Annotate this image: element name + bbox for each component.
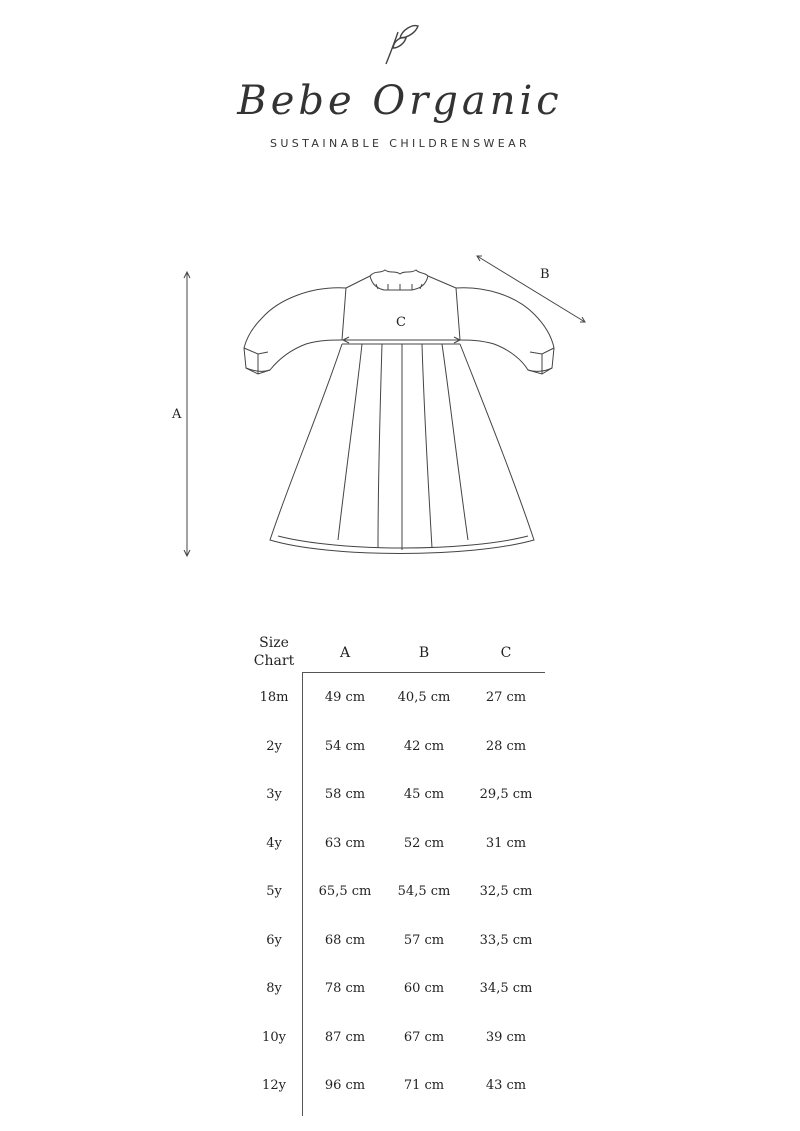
dress-diagram (150, 240, 610, 580)
row-c-cell: 34,5 cm (479, 981, 533, 996)
row-b-cell: 40,5 cm (397, 690, 451, 705)
size-chart-header-line2: Chart (253, 653, 295, 669)
row-b-cell: 42 cm (403, 738, 445, 754)
row-b-cell: 71 cm (403, 1078, 445, 1093)
row-a-cell: 96 cm (324, 1078, 366, 1093)
dimension-b-label: B (540, 267, 550, 282)
row-a-cell: 54 cm (324, 738, 366, 754)
dimension-a-label: A (172, 407, 182, 422)
dimension-b-line (477, 256, 585, 322)
size-chart-header-line1: Size (259, 635, 289, 651)
row-b-cell: 52 cm (403, 835, 445, 851)
table-horizontal-rule (302, 672, 545, 673)
row-a-cell: 87 cm (324, 1029, 366, 1045)
row-b-cell: 67 cm (403, 1029, 445, 1045)
row-size-cell: 8y (266, 981, 282, 996)
row-a-cell: 49 cm (324, 690, 366, 705)
row-a-cell: 58 cm (324, 787, 366, 802)
row-c-cell: 31 cm (485, 835, 527, 851)
bodice (342, 276, 460, 340)
row-c-cell: 32,5 cm (479, 884, 533, 899)
row-c-cell: 43 cm (485, 1078, 527, 1093)
row-a-cell: 68 cm (324, 932, 366, 948)
row-c-cell: 39 cm (485, 1029, 527, 1045)
row-size-cell: 10y (262, 1029, 286, 1045)
left-sleeve (244, 288, 346, 372)
row-a-cell: 78 cm (324, 981, 366, 996)
row-size-cell: 2y (266, 738, 282, 754)
brand-tagline: SUSTAINABLE CHILDRENSWEAR (269, 137, 531, 150)
row-c-cell: 27 cm (485, 690, 527, 705)
row-a-cell: 63 cm (324, 835, 366, 851)
right-sleeve (456, 288, 554, 372)
column-header-b: B (418, 645, 430, 661)
brand-name: Bebe Organic (237, 78, 563, 124)
row-b-cell: 60 cm (403, 981, 445, 996)
column-header-c: C (500, 645, 512, 661)
row-b-cell: 57 cm (403, 932, 445, 948)
row-size-cell: 18m (259, 690, 289, 705)
row-b-cell: 54,5 cm (397, 884, 451, 899)
row-size-cell: 3y (266, 787, 282, 802)
row-b-cell: 45 cm (403, 787, 445, 802)
row-c-cell: 28 cm (485, 738, 527, 754)
leaf-logo-icon (380, 18, 424, 68)
collar-ruffle (370, 270, 428, 276)
dimension-c-label: C (396, 315, 406, 330)
row-size-cell: 4y (266, 835, 282, 851)
row-c-cell: 33,5 cm (479, 932, 533, 948)
column-header-a: A (339, 645, 351, 661)
row-size-cell: 12y (262, 1078, 286, 1093)
row-c-cell: 29,5 cm (479, 787, 533, 802)
row-size-cell: 5y (266, 884, 282, 899)
row-a-cell: 65,5 cm (318, 884, 372, 899)
row-size-cell: 6y (266, 932, 282, 948)
